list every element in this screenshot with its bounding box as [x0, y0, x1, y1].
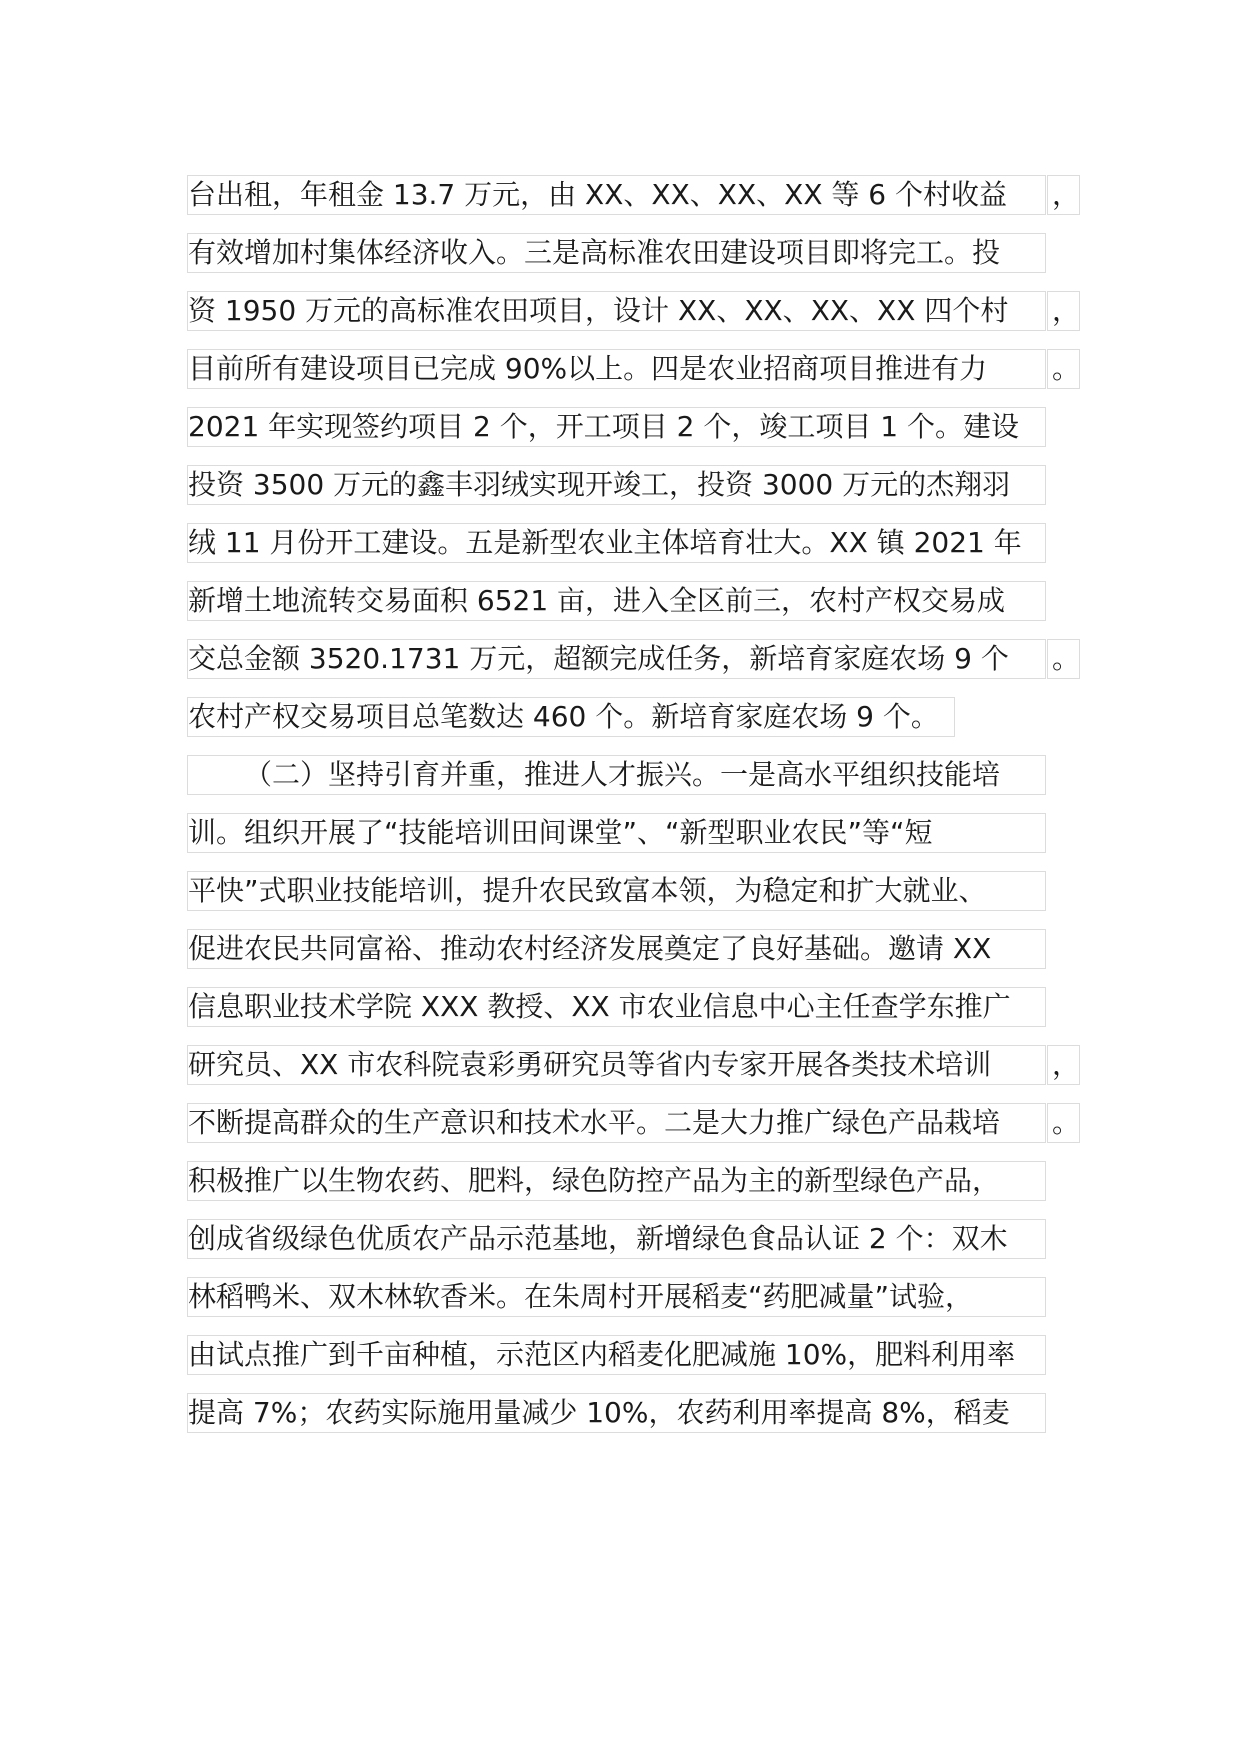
line-text: 农村产权交易项目总笔数达 460 个。新培育家庭农场 9 个。 — [188, 700, 939, 733]
line-text: 积极推广以生物农药、肥料，绿色防控产品为主的新型绿色产品， — [188, 1164, 1001, 1197]
text-line-2 — [187, 233, 1046, 273]
text-line-7 — [187, 523, 1046, 563]
text-line-15 — [187, 987, 1046, 1027]
line-text: （二）坚持引育并重，推进人才振兴。一是高水平组织技能培 — [244, 758, 1001, 791]
text-line-22 — [187, 1393, 1046, 1433]
line-text: 2021 年实现签约项目 2 个，开工项目 2 个，竣工项目 1 个。建设 — [188, 410, 1020, 443]
line-text: 台出租，年租金 13.7 万元，由 XX、XX、XX、XX 等 6 个村收益 — [188, 178, 1008, 211]
line-text: 资 1950 万元的高标准农田项目，设计 XX、XX、XX、XX 四个村 — [188, 294, 1009, 327]
line-punctuation: 。 — [1047, 1103, 1080, 1143]
text-line-10 — [187, 697, 955, 737]
line-text: 创成省级绿色优质农产品示范基地，新增绿色食品认证 2 个：双木 — [188, 1222, 1008, 1255]
text-line-17 — [187, 1103, 1081, 1143]
line-text: 信息职业技术学院 XXX 教授、XX 市农业信息中心主任查学东推广 — [188, 990, 1011, 1023]
text-line-16 — [187, 1045, 1081, 1085]
line-text: 投资 3500 万元的鑫丰羽绒实现开竣工，投资 3000 万元的杰翔羽 — [188, 468, 1011, 501]
text-line-18 — [187, 1161, 1046, 1201]
line-text: 提高 7%；农药实际施用量减少 10%，农药利用率提高 8%，稻麦 — [188, 1396, 1010, 1429]
text-line-6 — [187, 465, 1046, 505]
line-text: 训。组织开展了“技能培训田间课堂”、“新型职业农民”等“短 — [188, 816, 933, 849]
line-text: 绒 11 月份开工建设。五是新型农业主体培育壮大。XX 镇 2021 年 — [188, 526, 1022, 559]
line-text: 交总金额 3520.1731 万元，超额完成任务，新培育家庭农场 9 个 — [188, 642, 1009, 675]
text-line-21 — [187, 1335, 1046, 1375]
text-line-12 — [187, 813, 1046, 853]
text-line-20 — [187, 1277, 1046, 1317]
line-punctuation: ， — [1047, 1045, 1080, 1085]
line-text: 平快”式职业技能培训，提升农民致富本领，为稳定和扩大就业、 — [188, 874, 987, 907]
text-line-5 — [187, 407, 1046, 447]
text-line-3 — [187, 291, 1081, 331]
line-punctuation: 。 — [1047, 349, 1080, 389]
text-line-11 — [187, 755, 1046, 795]
text-line-19 — [187, 1219, 1046, 1259]
line-text: 不断提高群众的生产意识和技术水平。二是大力推广绿色产品栽培 — [188, 1106, 1001, 1139]
line-text: 新增土地流转交易面积 6521 亩，进入全区前三，农村产权交易成 — [188, 584, 1006, 617]
text-line-14 — [187, 929, 1046, 969]
line-punctuation: 。 — [1047, 639, 1080, 679]
line-text: 目前所有建设项目已完成 90%以上。四是农业招商项目推进有力 — [188, 352, 988, 385]
line-text: 林稻鸭米、双木林软香米。在朱周村开展稻麦“药肥减量”试验， — [188, 1280, 974, 1313]
line-text: 研究员、XX 市农科院袁彩勇研究员等省内专家开展各类技术培训 — [188, 1048, 992, 1081]
line-punctuation: ， — [1047, 291, 1080, 331]
text-line-4 — [187, 349, 1081, 389]
line-text: 由试点推广到千亩种植，示范区内稻麦化肥减施 10%，肥料利用率 — [188, 1338, 1016, 1371]
text-line-13 — [187, 871, 1046, 911]
line-text: 有效增加村集体经济收入。三是高标准农田建设项目即将完工。投 — [188, 236, 1001, 269]
text-line-9 — [187, 639, 1081, 679]
text-line-1 — [187, 175, 1081, 215]
text-line-8 — [187, 581, 1046, 621]
line-text: 促进农民共同富裕、推动农村经济发展奠定了良好基础。邀请 XX — [188, 932, 992, 965]
line-punctuation: ， — [1047, 175, 1080, 215]
